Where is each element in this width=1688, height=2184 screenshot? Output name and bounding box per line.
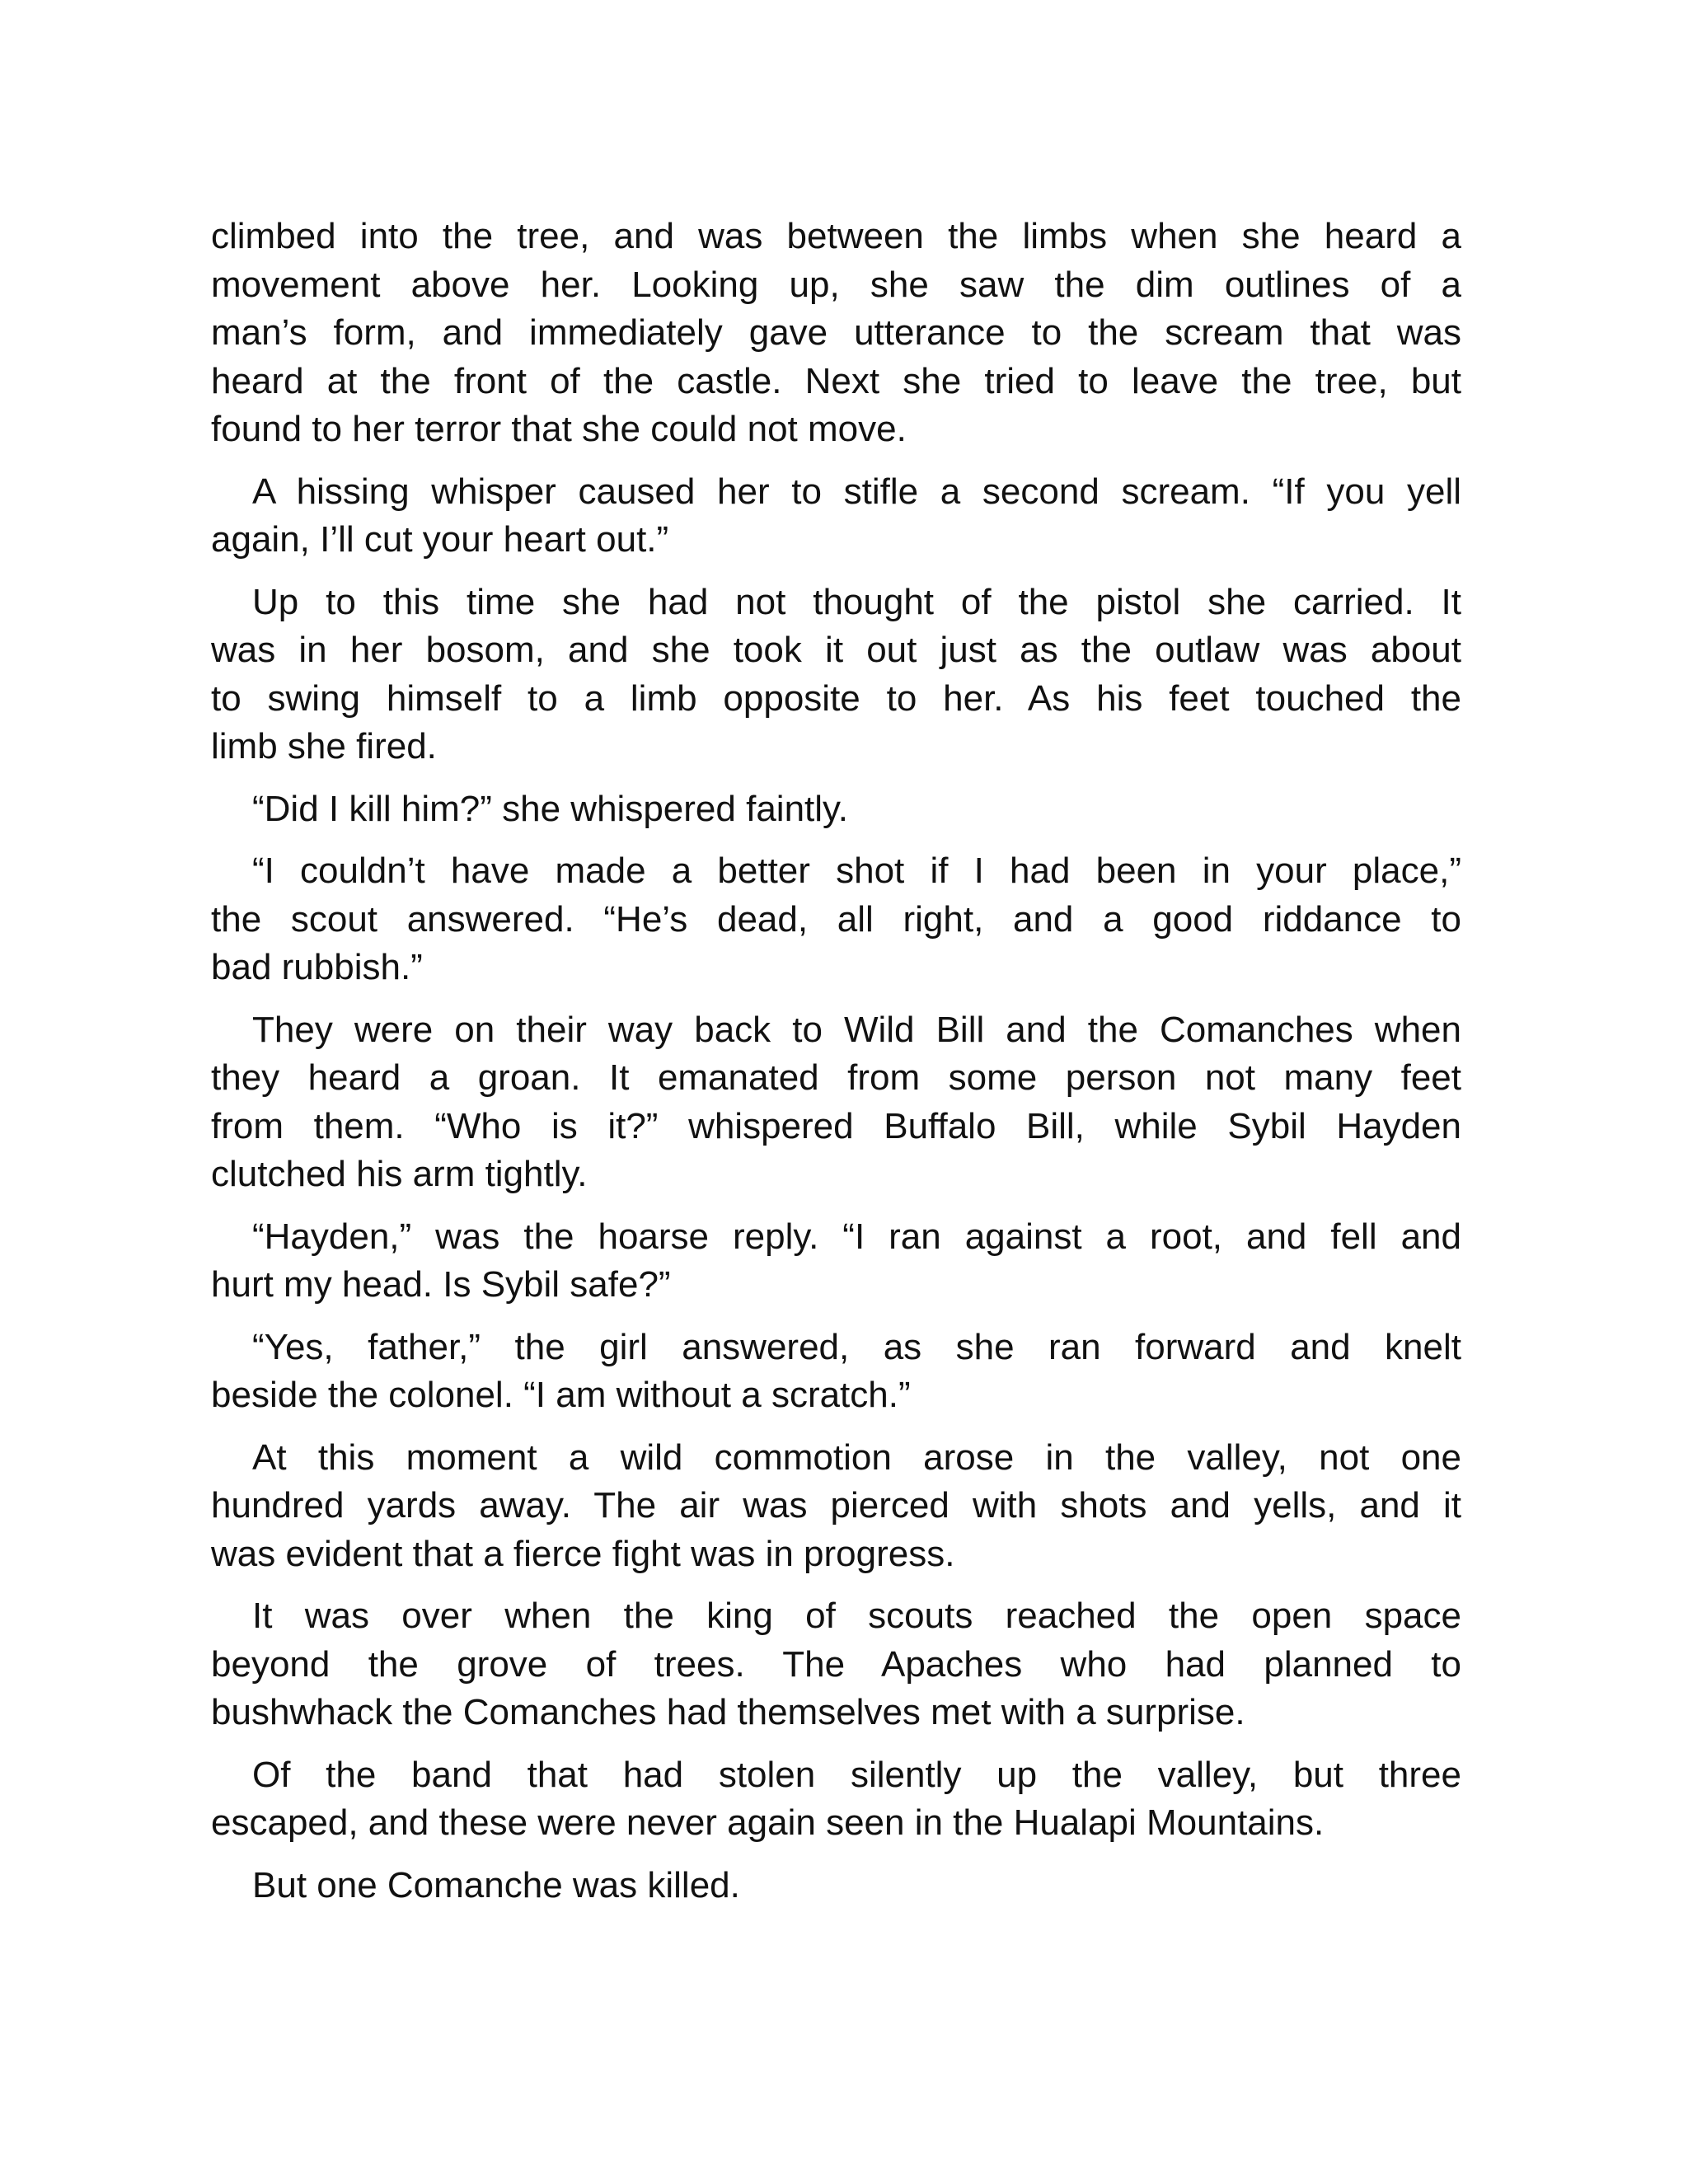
text-line: was in her bosom, and she took it out just as the outlaw was about — [211, 630, 1461, 670]
text-line: But one Comanche was killed. — [252, 1864, 740, 1905]
text-line: the scout answered. “He’s dead, all right, and a good riddance to — [211, 898, 1461, 940]
text-line: hundred yards away. The air was pierced with shots and yells, and it — [211, 1485, 1461, 1526]
text-line: “Did I kill him?” she whispered faintly. — [252, 788, 848, 829]
text-line: Of the band that had stolen silently up the valley, but three — [252, 1754, 1461, 1795]
text-line: limb she fired. — [211, 726, 437, 766]
text-line: movement above her. Looking up, she saw the dim outlines of a — [211, 264, 1461, 305]
text-line: They were on their way back to Wild Bill and the Comanches when — [252, 1009, 1461, 1050]
page-body — [211, 213, 1461, 1924]
text-line: from them. “Who is it?” whispered Buffalo Bill, while Sybil Hayden — [211, 1105, 1461, 1146]
text-line: “Yes, father,” the girl answered, as she ran forward and knelt — [252, 1326, 1461, 1367]
text-line: beside the colonel. “I am without a scratch.” — [211, 1375, 911, 1415]
text-line: It was over when the king of scouts reached the open space — [252, 1596, 1461, 1636]
text-line: beyond the grove of trees. The Apaches who had planned to — [211, 1643, 1461, 1685]
text-line: hurt my head. Is Sybil safe?” — [211, 1264, 671, 1305]
paragraph — [211, 785, 1461, 834]
text-line: found to her terror that she could not move. — [211, 409, 907, 449]
text-line: bushwhack the Comanches had themselves met with a surprise. — [211, 1692, 1245, 1732]
paragraph — [211, 1324, 1461, 1420]
text-line: A hissing whisper caused her to stifle a second scream. “If you yell — [252, 471, 1461, 512]
text-line: “Hayden,” was the hoarse reply. “I ran against a root, and fell and — [252, 1216, 1461, 1257]
paragraph — [211, 1213, 1461, 1310]
paragraph — [211, 1592, 1461, 1737]
text-line: man’s form, and immediately gave utterance to the scream that was — [211, 312, 1461, 353]
text-line: they heard a groan. It emanated from some person not many feet — [211, 1057, 1461, 1098]
paragraph — [211, 579, 1461, 771]
paragraph — [211, 213, 1461, 454]
paragraph — [211, 1862, 1461, 1910]
text-line: At this moment a wild commotion arose in the valley, not one — [252, 1436, 1461, 1478]
text-line: escaped, and these were never again seen in the Hualapi Mountains. — [211, 1802, 1325, 1843]
paragraph — [211, 1434, 1461, 1579]
text-line: bad rubbish.” — [211, 947, 423, 987]
text-line: Up to this time she had not thought of the pistol she carried. It — [252, 581, 1461, 622]
paragraph — [211, 1751, 1461, 1848]
paragraph — [211, 847, 1461, 992]
text-line: climbed into the tree, and was between the limbs when she heard a — [211, 216, 1461, 256]
text-line: again, I’ll cut your heart out.” — [211, 519, 669, 560]
text-line: clutched his arm tightly. — [211, 1154, 588, 1194]
paragraph — [211, 468, 1461, 565]
paragraph — [211, 1006, 1461, 1199]
text-line: to swing himself to a limb opposite to her. As his feet touched the — [211, 677, 1461, 719]
text-line: heard at the front of the castle. Next she tried to leave the tree, but — [211, 360, 1461, 401]
text-line: was evident that a fierce fight was in progress. — [211, 1533, 955, 1574]
text-line: “I couldn’t have made a better shot if I had been in your place,” — [252, 851, 1461, 891]
